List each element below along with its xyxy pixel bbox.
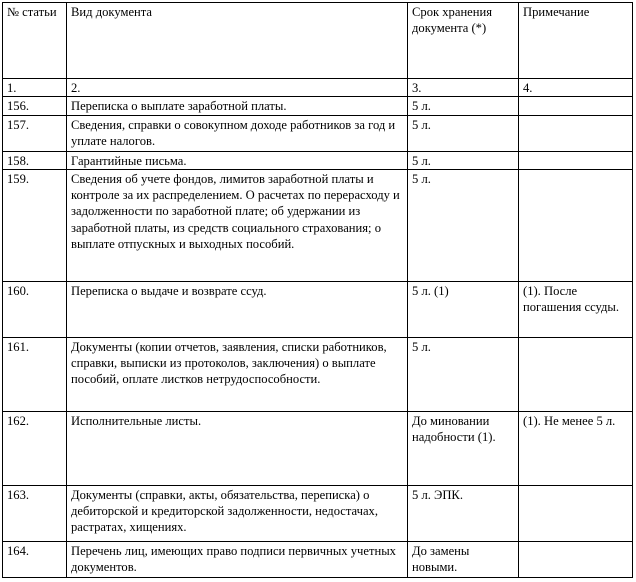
note: [519, 337, 633, 411]
column-index-row: [3, 79, 633, 97]
article-number: 157.: [3, 115, 67, 151]
retention-term: 5 л.: [408, 337, 519, 411]
table-row: [3, 281, 633, 337]
table-row: [3, 485, 633, 541]
header-note: Примечание: [519, 3, 633, 79]
document-type: Переписка о выплате заработной платы.: [67, 97, 408, 115]
table-row: [3, 97, 633, 115]
header-row: [3, 3, 633, 79]
article-number: 158.: [3, 151, 67, 169]
table-row: [3, 337, 633, 411]
document-type: Сведения об учете фондов, лимитов заработной платы и контроле за их распределением. О расчетах по перерасходу и задолженности по заработной плате; об удержании из заработной платы, из средств социального страхования; о выплате отпускных и выходных пособий.: [67, 169, 408, 281]
article-number: 160.: [3, 281, 67, 337]
table-row: [3, 151, 633, 169]
table-row: [3, 169, 633, 281]
index-cell-2: 2.: [67, 79, 408, 97]
document-type: Документы (справки, акты, обязательства, переписка) о дебиторской и кредиторской задолженности, недостачах, растратах, хищениях.: [67, 485, 408, 541]
article-number: 161.: [3, 337, 67, 411]
note: [519, 541, 633, 577]
retention-term: 5 л.: [408, 151, 519, 169]
document-type: Перечень лиц, имеющих право подписи первичных учетных документов.: [67, 541, 408, 577]
note: [519, 115, 633, 151]
retention-term: 5 л.: [408, 115, 519, 151]
table-row: [3, 411, 633, 485]
document-retention-table: [2, 2, 633, 578]
retention-term: До миновании надобности (1).: [408, 411, 519, 485]
note: [519, 151, 633, 169]
document-type: Гарантийные письма.: [67, 151, 408, 169]
article-number: 159.: [3, 169, 67, 281]
article-number: 162.: [3, 411, 67, 485]
note: (1). Не менее 5 л.: [519, 411, 633, 485]
retention-term: 5 л. (1): [408, 281, 519, 337]
header-document-type: Вид документа: [67, 3, 408, 79]
note: (1). После погашения ссуды.: [519, 281, 633, 337]
document-type: Исполнительные листы.: [67, 411, 408, 485]
retention-term: До замены новыми.: [408, 541, 519, 577]
index-cell-4: 4.: [519, 79, 633, 97]
retention-term: 5 л.: [408, 169, 519, 281]
index-cell-3: 3.: [408, 79, 519, 97]
index-cell-1: 1.: [3, 79, 67, 97]
table-row: [3, 115, 633, 151]
note: [519, 485, 633, 541]
article-number: 164.: [3, 541, 67, 577]
document-type: Переписка о выдаче и возврате ссуд.: [67, 281, 408, 337]
document-type: Сведения, справки о совокупном доходе работников за год и уплате налогов.: [67, 115, 408, 151]
table-row: [3, 541, 633, 577]
header-article-number: № статьи: [3, 3, 67, 79]
retention-term: 5 л. ЭПК.: [408, 485, 519, 541]
article-number: 156.: [3, 97, 67, 115]
header-retention-term: Срок хранения документа (*): [408, 3, 519, 79]
retention-term: 5 л.: [408, 97, 519, 115]
note: [519, 97, 633, 115]
document-type: Документы (копии отчетов, заявления, списки работников, справки, выписки из протоколов, заключения) о выплате пособий, оплате листков нетрудоспособности.: [67, 337, 408, 411]
article-number: 163.: [3, 485, 67, 541]
note: [519, 169, 633, 281]
